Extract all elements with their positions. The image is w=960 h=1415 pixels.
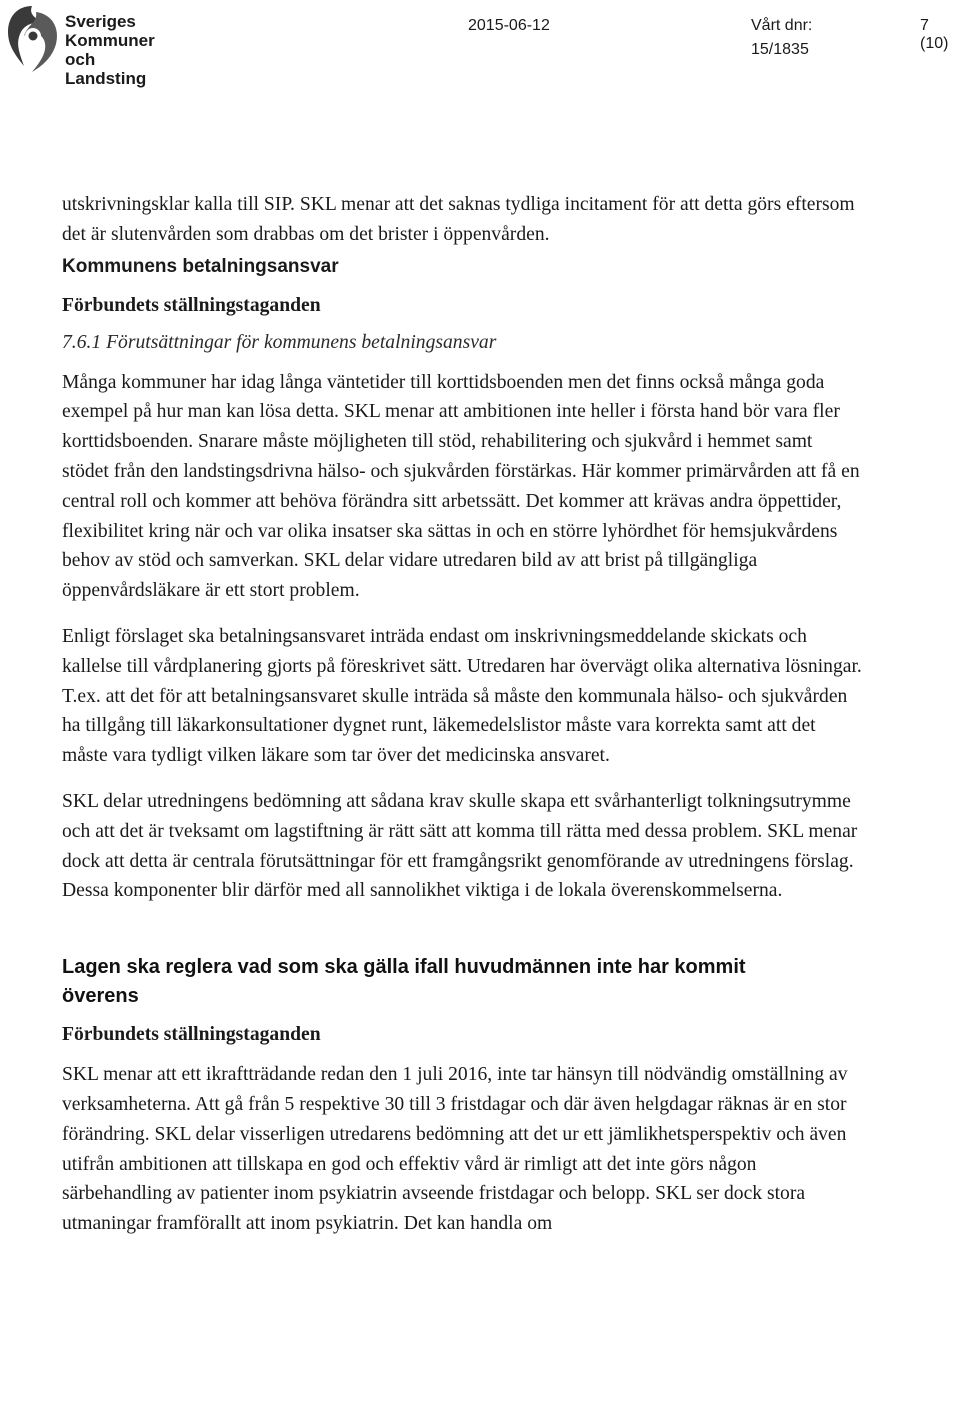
page-number: 7 (10) [920, 17, 949, 52]
body-paragraph-2: Enligt förslaget ska betalningsansvaret inträda endast om inskrivningsmeddelande skickats och kallelse till vårdplanering gjorts på föreskrivet sätt. Utredaren har övervägt olika alternativa lösningar. T.ex. att det för att betalningsansvaret skulle inträda så måste den kommunala hälso- och sjukvården ha tillgång till läkarkonsultationer dygnet runt, läkemedelslistor måste vara korrekta samt att det måste vara tydligt vilken läkare som tar över det medicinska ansvaret. [62, 625, 862, 767]
intro-paragraph: utskrivningsklar kalla till SIP. SKL menar att det saknas tydliga incitament för att detta görs eftersom det är slutenvården som drabbas om det brister i öppenvården. [62, 194, 855, 245]
logo-line-3: och Landsting [65, 50, 147, 88]
section-heading-betalningsansvar: Kommunens betalningsansvar [62, 255, 339, 277]
dnr-value: 15/1835 [751, 41, 809, 58]
body-paragraph-1: Många kommuner har idag långa väntetider till korttidsboenden men det finns också många goda exempel på hur man kan lösa detta. SKL menar att ambitionen inte heller i första hand bör vara fler korttidsboenden. Snarare måste möjligheten till stöd, rehabilitering och sjukvård i hemmet samt stödet från den landstingsdrivna hälso- och sjukvården förstärkas. Här kommer primärvården att få en central roll och kommer att behöva förändra sitt arbetssätt. Det kommer att krävas andra öppettider, flexibilitet kring när och var olika insatser ska sättas in och en större lyhördhet för hemsjukvårdens behov av stöd och samverkan. SKL delar vidare utredaren bild av att brist på tillgängliga öppenvårdsläkare är ett stort problem. [62, 371, 860, 602]
logo-line-2: Kommuner [65, 31, 155, 50]
section-heading-lagen: Lagen ska reglera vad som ska gälla ifall huvudmännen inte har kommit överens [62, 956, 746, 1008]
skl-logo-emblem-icon [2, 2, 64, 74]
body-paragraph-3: SKL delar utredningens bedömning att sådana krav skulle skapa ett svårhanterligt tolkningsutrymme och att det är tveksamt om lagstiftning är rätt sätt att komma till rätta med dessa problem. SKL menar dock att detta är centrala förutsättningar för ett framgångsrikt genomförande av utredningens förslag. Dessa komponenter blir därför med all sannolikhet viktiga i de lokala överenskommelserna. [62, 790, 858, 902]
section-stance-label-2: Förbundets ställningstaganden [62, 1024, 321, 1046]
skl-logo [2, 2, 177, 88]
document-body [62, 190, 862, 1239]
document-date: 2015-06-12 [468, 17, 550, 34]
body-paragraph-4: SKL menar att ett ikraftträdande redan den 1 juli 2016, inte tar hänsyn till nödvändig omställning av verksamheterna. Att gå från 5 respektive 30 till 3 fristdagar och där även helgdagar räknas är en stor förändring. SKL delar visserligen utredarens bedömning att det ur ett jämlikhetsperspektiv och även utifrån ambitionen att tillskapa en god och effektiv vård är rimligt att det inte görs någon särbehandling av patienter inom psykiatrin avseende fristdagar och belopp. SKL ser dock stora utmaningar framförallt att inom psykiatrin. Det kan handla om [62, 1064, 848, 1235]
subsection-heading: 7.6.1 Förutsättningar för kommunens betalningsansvar [62, 331, 497, 353]
section-stance-label: Förbundets ställningstaganden [62, 294, 321, 316]
page-header [0, 0, 960, 88]
logo-line-1: Sveriges [65, 12, 136, 31]
dnr-label: Vårt dnr: [751, 17, 813, 34]
